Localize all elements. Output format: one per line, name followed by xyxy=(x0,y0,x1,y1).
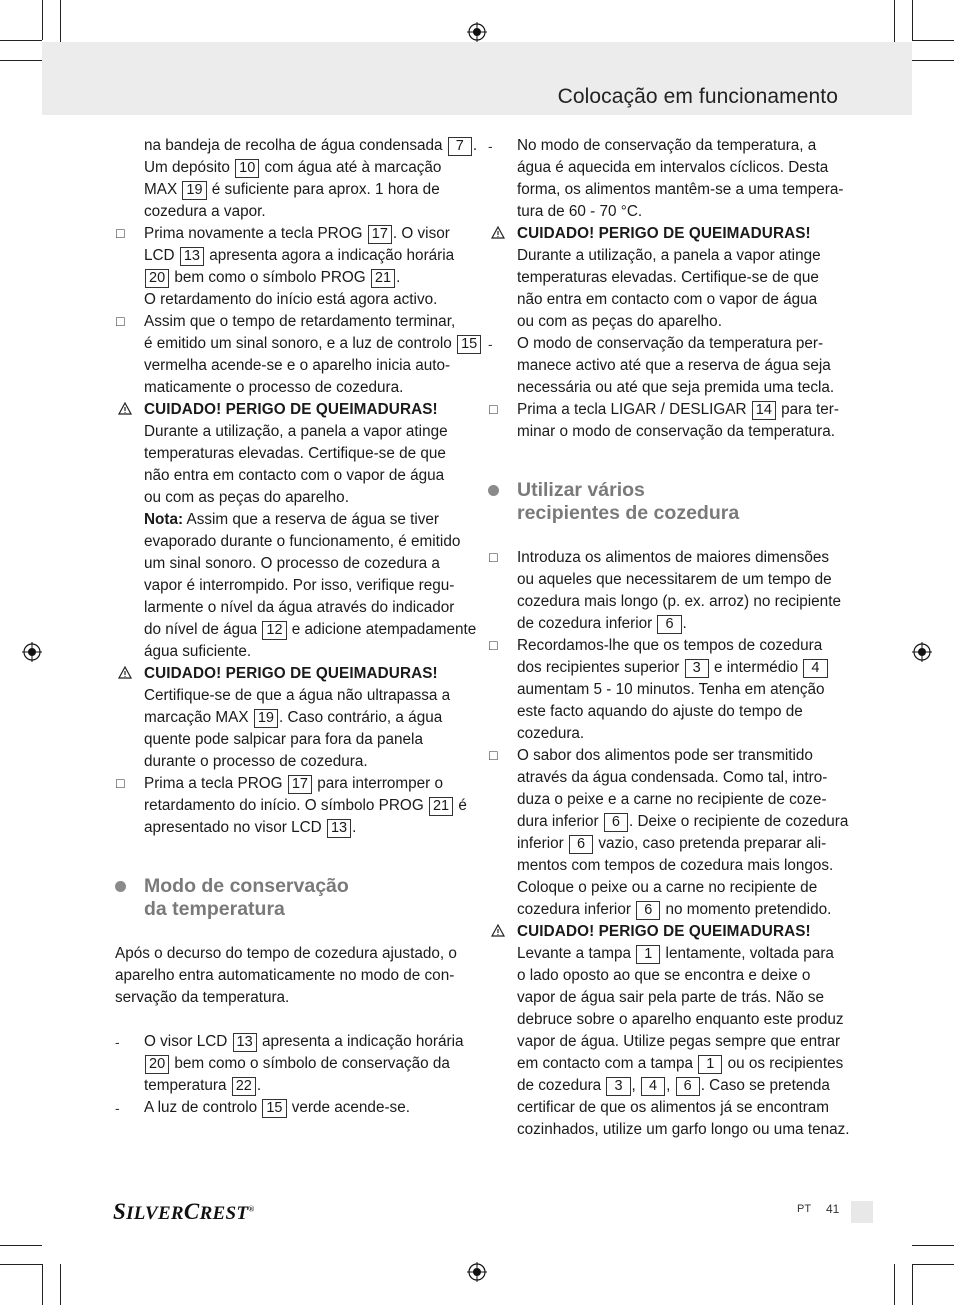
reference-number: 20 xyxy=(145,1055,169,1074)
brand-logo: SILVERCREST® xyxy=(113,1199,255,1224)
reference-number: 15 xyxy=(457,335,481,354)
warning-block: CUIDADO! PERIGO DE QUEIMADURAS! Levante a tampa 1 lentamente, voltada para o lado oposto ao que se encontra e deixe o vapor de água sair pela parte de trás. Não se debruce sobre o aparelho enquanto este produz vapor de água. Utilize pegas sempre que entrar em contacto com a tampa 1 ou os recipientes de cozedura 3 , 4 , 6 . Caso se pretenda certificar de que os alimentos já se encontram cozinhados, utilize um garfo longo ou uma tenaz. xyxy=(488,921,840,1141)
reference-number: 3 xyxy=(685,659,709,678)
dash-list-item: - O modo de conservação da temperatura per- manece activo até que a reserva de água seja necessária ou até que seja premida uma tecla. xyxy=(488,335,835,396)
crop-mark xyxy=(60,1264,61,1305)
dash-list-item: - A luz de controlo 15 verde acende-se. xyxy=(115,1097,467,1119)
crop-mark xyxy=(912,0,913,40)
reference-number: 4 xyxy=(803,659,827,678)
language-code: PT xyxy=(797,1203,812,1215)
section-heading: Utilizar vários recipientes de cozedura xyxy=(488,479,840,525)
reference-number: 6 xyxy=(657,615,681,634)
warning-triangle-icon xyxy=(488,924,508,937)
crop-mark xyxy=(42,0,43,40)
page-tab xyxy=(851,1201,873,1223)
checkbox-bullet-icon: ☐ xyxy=(488,551,499,565)
section-bullet-icon xyxy=(488,485,499,496)
section-bullet-icon xyxy=(115,881,126,892)
reference-number: 6 xyxy=(636,901,660,920)
registration-mark-icon xyxy=(467,22,487,42)
checkbox-bullet-icon: ☐ xyxy=(115,777,126,791)
warning-triangle-icon xyxy=(488,226,508,239)
reference-number: 19 xyxy=(254,709,278,728)
reference-number: 4 xyxy=(641,1077,665,1096)
list-item: ☐ Prima novamente a tecla PROG 17 . O visor LCD 13 apresenta agora a indicação horária 20 bem como o símbolo PROG 21 . O retardamento do início está agora activo. xyxy=(115,225,455,308)
list-item: ☐ Introduza os alimentos de maiores dimensões ou aqueles que necessitarem de um tempo de cozedura mais longo (p. ex. arroz) no recipiente de cozedura inferior 6 . xyxy=(488,549,841,632)
paragraph: Após o decurso do tempo de cozedura ajustado, o aparelho entra automaticamente no modo de con- servação da temperatura. xyxy=(115,945,457,1006)
note-label: Nota: xyxy=(144,511,184,528)
crop-mark xyxy=(894,0,895,42)
crop-mark xyxy=(0,60,42,61)
checkbox-bullet-icon: ☐ xyxy=(488,749,499,763)
reference-number: 22 xyxy=(232,1077,256,1096)
warning-heading: CUIDADO! PERIGO DE QUEIMADURAS! xyxy=(517,923,811,940)
reference-number: 17 xyxy=(288,775,312,794)
list-item: ☐ O sabor dos alimentos pode ser transmitido através da água condensada. Como tal, intro- duza o peixe e a carne no recipiente de coze- dura inferior 6 . Deixe o recipiente de cozedura inferior 6 vazio, caso pretenda preparar ali- mentos com tempos de cozedura mais longos. Coloque o peixe ou a carne no recipiente de cozedura inferior 6 no momento pretendido. xyxy=(488,747,849,918)
crop-mark xyxy=(912,1245,954,1246)
crop-mark xyxy=(0,1245,42,1246)
warning-triangle-icon xyxy=(115,666,135,679)
reference-number: 21 xyxy=(371,269,395,288)
warning-heading: CUIDADO! PERIGO DE QUEIMADURAS! xyxy=(517,225,811,242)
dash-list-item: - O visor LCD 13 apresenta a indicação horária 20 bem como o símbolo de conservação da temperatura 22 . xyxy=(115,1033,464,1094)
dash-list-item: - No modo de conservação da temperatura, a água é aquecida em intervalos cíclicos. Desta forma, os alimentos mantêm-se a uma tempera- tura de 60 - 70 °C. xyxy=(488,137,844,220)
paragraph-continued: na bandeja de recolha de água condensada 7 . Um depósito 10 com água até à marcação MAX 19 é suficiente para aprox. 1 hora de cozedura a vapor. xyxy=(144,137,478,220)
reference-number: 1 xyxy=(698,1055,722,1074)
crop-mark xyxy=(0,1264,42,1265)
reference-number: 21 xyxy=(429,797,453,816)
reference-number: 10 xyxy=(235,159,259,178)
reference-number: 6 xyxy=(676,1077,700,1096)
checkbox-bullet-icon: ☐ xyxy=(488,403,499,417)
registration-mark-icon xyxy=(912,642,932,662)
reference-number: 1 xyxy=(636,945,660,964)
warning-block: CUIDADO! PERIGO DE QUEIMADURAS! Durante a utilização, a panela a vapor atinge temperaturas elevadas. Certifique-se de que não entra em contacto com o vapor de água ou com as peças do aparelho. Nota: Assim que a reserva de água se tiver evaporado durante o funcionamento, é emitido um sinal sonoro. O processo de cozedura a vapor é interrompido. Por isso, verifique regu- larmente o nível da água através do indicador do nível de água 12 e adicione atempadamente água suficiente. xyxy=(115,399,467,663)
reference-number: 6 xyxy=(604,813,628,832)
reference-number: 19 xyxy=(182,181,206,200)
list-item: ☐ Prima a tecla LIGAR / DESLIGAR 14 para ter- minar o modo de conservação da temperatura. xyxy=(488,401,839,440)
left-column xyxy=(115,135,478,1119)
crop-mark xyxy=(60,0,61,42)
section-heading: Modo de conservação da temperatura xyxy=(115,875,467,921)
reference-number: 17 xyxy=(368,225,392,244)
list-item: ☐ Assim que o tempo de retardamento terminar, é emitido um sinal sonoro, e a luz de controlo 15 vermelha acende-se e o aparelho inicia auto- maticamente o processo de cozedura. xyxy=(115,311,467,399)
dash-bullet: - xyxy=(115,1100,120,1116)
crop-mark xyxy=(42,1264,43,1305)
list-item: ☐ Prima a tecla PROG 17 para interromper o retardamento do início. O símbolo PROG 21 é apresentado no visor LCD 13 . xyxy=(115,775,467,836)
page-title: Colocação em funcionamento xyxy=(557,85,838,108)
reference-number: 12 xyxy=(262,621,286,640)
reference-number: 20 xyxy=(145,269,169,288)
page-number: 41 xyxy=(826,1202,840,1216)
crop-mark xyxy=(912,60,954,61)
reference-number: 13 xyxy=(233,1033,257,1052)
registration-mark-icon xyxy=(467,1262,487,1282)
warning-triangle-icon xyxy=(115,402,135,415)
right-column xyxy=(488,135,850,1141)
reference-number: 15 xyxy=(262,1099,286,1118)
warning-block: CUIDADO! PERIGO DE QUEIMADURAS! Durante a utilização, a panela a vapor atinge temperaturas elevadas. Certifique-se de que não entra em contacto com o vapor de água ou com as peças do aparelho. xyxy=(488,223,840,333)
warning-heading: CUIDADO! PERIGO DE QUEIMADURAS! xyxy=(144,665,438,682)
checkbox-bullet-icon: ☐ xyxy=(488,639,499,653)
dash-bullet: - xyxy=(488,336,493,352)
checkbox-bullet-icon: ☐ xyxy=(115,227,126,241)
reference-number: 13 xyxy=(327,819,351,838)
dash-bullet: - xyxy=(115,1034,120,1050)
crop-mark xyxy=(0,40,42,41)
checkbox-bullet-icon: ☐ xyxy=(115,315,126,329)
reference-number: 3 xyxy=(606,1077,630,1096)
crop-mark xyxy=(894,1264,895,1305)
crop-mark xyxy=(912,1264,954,1265)
warning-heading: CUIDADO! PERIGO DE QUEIMADURAS! xyxy=(144,401,438,418)
reference-number: 13 xyxy=(180,247,204,266)
crop-mark xyxy=(912,40,954,41)
crop-mark xyxy=(912,1264,913,1305)
warning-block: CUIDADO! PERIGO DE QUEIMADURAS! Certifique-se de que a água não ultrapassa a marcação MAX 19 . Caso contrário, a água quente pode salpicar para fora da panela durante o processo de cozedura. xyxy=(115,663,467,773)
reference-number: 14 xyxy=(752,401,776,420)
list-item: ☐ Recordamos-lhe que os tempos de cozedura dos recipientes superior 3 e intermédio 4 aumentam 5 - 10 minutos. Tenha em atenção este facto aquando do ajuste do tempo de cozedura. xyxy=(488,635,840,745)
reference-number: 6 xyxy=(569,835,593,854)
registration-mark-icon xyxy=(22,642,42,662)
reference-number: 7 xyxy=(448,137,472,156)
dash-bullet: - xyxy=(488,138,493,154)
